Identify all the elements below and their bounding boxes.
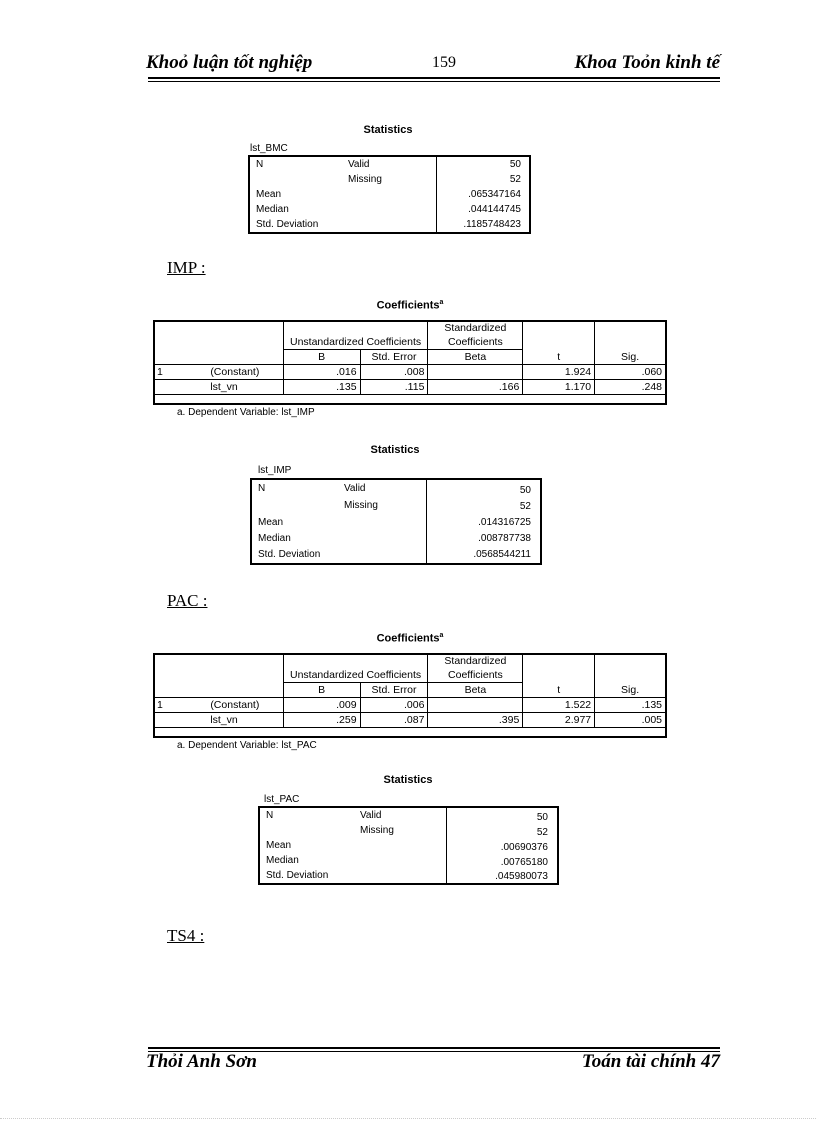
coef2-table	[153, 653, 666, 728]
header-rule-thin	[148, 81, 720, 82]
footer-left: Thỏi Anh Sơn	[146, 1051, 257, 1072]
stats2-n: N	[258, 483, 266, 494]
stats2-valid-value: 50	[519, 485, 531, 496]
coef1-r0-b: .016	[283, 365, 360, 380]
stats3-missing: Missing	[360, 825, 394, 836]
stats1-var: lst_BMC	[250, 143, 288, 154]
coef1-r0-var: (Constant)	[207, 365, 283, 380]
stats2-sd: Std. Deviation	[258, 549, 321, 560]
stats1-n: N	[256, 159, 264, 170]
stats1-mean-value: .065347164	[468, 189, 521, 200]
coef2-r1-se: .087	[360, 713, 428, 728]
coef2-title: Coefficients$^a$	[376, 632, 444, 645]
page-edge	[0, 1118, 816, 1119]
coef2-h-se: Std. Error	[360, 683, 428, 698]
coef1-h-unstd: Unstandardized Coefficients	[283, 321, 428, 350]
coef2-h-std: Standardized Coefficients	[428, 654, 523, 683]
stats3-mean: Mean	[266, 840, 292, 851]
stats2-median-value: .008787738	[478, 533, 531, 544]
stats3-median-value: .00765180	[500, 857, 548, 868]
coef2-h-t: t	[523, 683, 595, 698]
coef2-h-unstd: Unstandardized Coefficients	[283, 654, 428, 683]
coef2-r1-sig: .005	[595, 713, 666, 728]
coef2-h-sig: Sig.	[595, 683, 666, 698]
stats3-mean-value: .00690376	[500, 842, 548, 853]
section-pac: PAC :	[167, 591, 208, 610]
header-left: Khoỏ luận tốt nghiệp	[146, 52, 313, 73]
stats1-mean: Mean	[256, 189, 282, 200]
stats1-valid-value: 50	[509, 159, 521, 170]
coef2-h-beta: Beta	[428, 683, 523, 698]
coef2-note: a. Dependent Variable: lst_PAC	[177, 740, 317, 751]
stats1-valid: Valid	[348, 159, 370, 170]
coef2-r0-var: (Constant)	[207, 698, 283, 713]
coef1-h-t: t	[523, 350, 595, 365]
stats1-table	[248, 155, 531, 234]
coef2-r0-model: 1	[154, 698, 208, 713]
coef1-r0-beta	[428, 365, 523, 380]
coef1-r1-b: .135	[283, 380, 360, 395]
stats1-sd: Std. Deviation	[256, 219, 319, 230]
coef2-h-b: B	[283, 683, 360, 698]
stats2-mean: Mean	[258, 517, 284, 528]
coef1-h-std: Standardized Coefficients	[428, 321, 523, 350]
coef1-h-se: Std. Error	[360, 350, 428, 365]
coef1-note: a. Dependent Variable: lst_IMP	[177, 407, 315, 418]
coef1-h-sig: Sig.	[595, 350, 666, 365]
stats2-table	[250, 478, 542, 565]
coef1-r0-model: 1	[154, 365, 208, 380]
stats2-missing-value: 52	[519, 501, 531, 512]
coef1-h-b: B	[283, 350, 360, 365]
coef1-r1-t: 1.170	[523, 380, 595, 395]
stats2-missing: Missing	[344, 500, 378, 511]
section-ts4: TS4 :	[167, 926, 205, 945]
stats3-median: Median	[266, 855, 299, 866]
section-imp: IMP :	[167, 258, 206, 277]
stats3-sd: Std. Deviation	[266, 870, 329, 881]
coef1-r1-model	[154, 380, 208, 395]
stats3-table	[258, 806, 559, 885]
coef2-r0-t: 1.522	[523, 698, 595, 713]
stats2-title: Statistics	[370, 444, 420, 456]
stats2-median: Median	[258, 533, 291, 544]
stats2-valid: Valid	[344, 483, 366, 494]
coef1-r1-se: .115	[360, 380, 428, 395]
stats1-median-value: .044144745	[468, 204, 521, 215]
stats3-sd-value: .045980073	[495, 871, 548, 882]
coef2-r0-se: .006	[360, 698, 428, 713]
stats3-n: N	[266, 810, 274, 821]
stats3-var: lst_PAC	[264, 794, 300, 805]
header-rule	[148, 77, 720, 79]
stats1-missing-value: 52	[509, 174, 521, 185]
coef2-r0-beta	[428, 698, 523, 713]
coef1-r0-se: .008	[360, 365, 428, 380]
header-right: Khoa Toỏn kinh tế	[574, 52, 720, 73]
stats1-title: Statistics	[363, 124, 413, 136]
coef1-r0-t: 1.924	[523, 365, 595, 380]
coef2-r0-sig: .135	[595, 698, 666, 713]
stats3-title: Statistics	[383, 774, 433, 786]
coef1-r0-sig: .060	[595, 365, 666, 380]
stats2-mean-value: .014316725	[478, 517, 531, 528]
coef2-r1-t: 2.977	[523, 713, 595, 728]
coef1-table	[153, 320, 666, 395]
coef2-r1-b: .259	[283, 713, 360, 728]
coef2-r1-beta: .395	[428, 713, 523, 728]
stats1-missing: Missing	[348, 174, 382, 185]
stats3-missing-value: 52	[536, 827, 548, 838]
stats1-sd-value: .1185748423	[463, 219, 521, 230]
footer-right: Toán tài chính 47	[581, 1051, 720, 1072]
coef1-r1-sig: .248	[595, 380, 666, 395]
footer-rule	[148, 1047, 720, 1049]
stats2-sd-value: .0568544211	[473, 549, 531, 560]
stats3-valid-value: 50	[536, 812, 548, 823]
page-number: 159	[432, 54, 456, 71]
coef1-r1-beta: .166	[428, 380, 523, 395]
stats1-median: Median	[256, 204, 289, 215]
coef2-r1-var: lst_vn	[207, 713, 283, 728]
coef1-h-beta: Beta	[428, 350, 523, 365]
stats3-valid: Valid	[360, 810, 382, 821]
coef1-r1-var: lst_vn	[207, 380, 283, 395]
coef2-r0-b: .009	[283, 698, 360, 713]
coef1-title: Coefficients$^a$	[376, 299, 444, 312]
coef2-r1-model	[154, 713, 208, 728]
stats2-var: lst_IMP	[258, 465, 292, 476]
